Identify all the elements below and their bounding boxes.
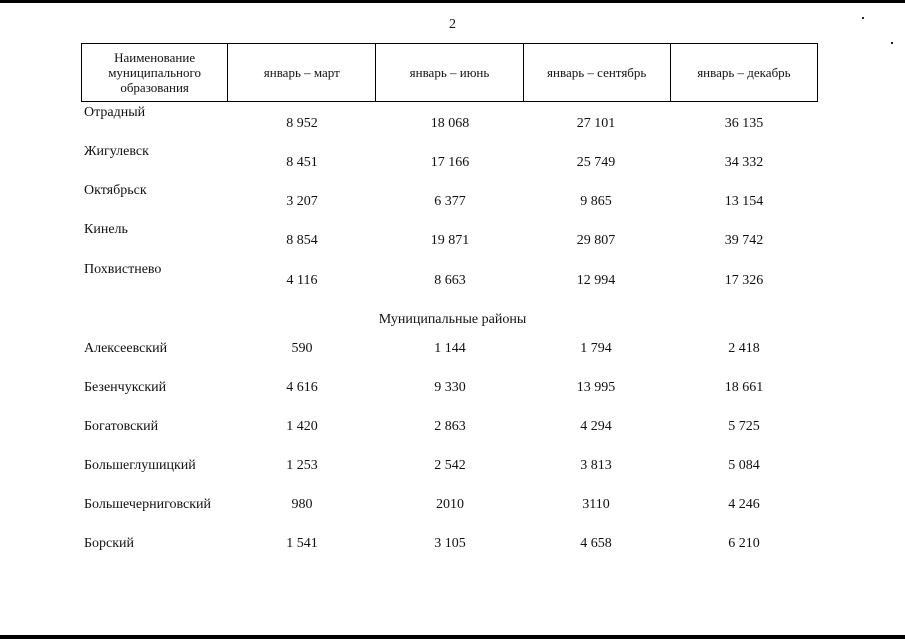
value-9m: 27 101 [576,116,616,131]
table-row [0,183,905,209]
value-q1: 8 952 [286,116,318,131]
value-9m: 3 813 [580,458,612,473]
row-name: Отрадный [84,105,146,120]
value-q1: 4 116 [286,273,318,288]
value-9m: 3110 [582,497,610,512]
table-row [0,497,905,517]
header-jan-sep: январь – сентябрь [524,44,671,101]
value-year: 18 661 [724,380,764,395]
value-9m: 13 995 [576,380,616,395]
value-year: 5 725 [728,419,760,434]
row-name: Кинель [84,222,128,237]
value-year: 6 210 [728,536,760,551]
value-year: 39 742 [724,233,764,248]
value-q1: 1 420 [286,419,318,434]
top-border [0,0,905,3]
scan-speck [891,42,893,44]
value-h1: 2 542 [434,458,466,473]
table-row [0,458,905,478]
value-year: 5 084 [728,458,760,473]
row-name: Жигулевск [84,144,149,159]
row-name: Богатовский [84,419,159,434]
row-name: Большечерниговский [84,497,212,512]
row-name: Борский [84,536,135,551]
value-q1: 8 451 [286,155,318,170]
value-9m: 1 794 [580,341,612,356]
value-9m: 9 865 [580,194,612,209]
value-h1: 2 863 [434,419,466,434]
value-h1: 2010 [436,497,464,512]
value-h1: 9 330 [434,380,466,395]
table-row [0,144,905,170]
table-row [0,380,905,400]
value-year: 4 246 [728,497,760,512]
value-q1: 3 207 [286,194,318,209]
value-h1: 8 663 [434,273,466,288]
value-q1: 4 616 [286,380,318,395]
section-title: Муниципальные районы [378,312,527,327]
header-jan-dec: январь – декабрь [697,65,791,80]
value-year: 34 332 [724,155,764,170]
value-h1: 1 144 [434,341,466,356]
value-9m: 4 294 [580,419,612,434]
row-name: Алексеевский [84,341,168,356]
value-year: 13 154 [724,194,764,209]
bottom-border [0,635,905,639]
value-h1: 18 068 [430,116,470,131]
row-name: Большеглушицкий [84,458,196,473]
header-jan-mar: январь – март [228,44,376,101]
header-jan-jun: январь – июнь [376,44,523,101]
value-year: 17 326 [724,273,764,288]
value-9m: 29 807 [576,233,616,248]
value-h1: 6 377 [434,194,466,209]
value-9m: 25 749 [576,155,616,170]
value-q1: 8 854 [286,233,318,248]
value-q1: 1 541 [286,536,318,551]
row-name: Похвистнево [84,262,162,277]
table-row [0,341,905,361]
value-q1: 590 [291,341,313,356]
value-9m: 12 994 [576,273,616,288]
value-q1: 1 253 [286,458,318,473]
value-q1: 980 [291,497,313,512]
header-municipality: Наименование муниципального образования [82,44,228,101]
row-name: Октябрьск [84,183,147,198]
value-h1: 3 105 [434,536,466,551]
table-header [81,43,818,102]
table-row [0,262,905,288]
table-row [0,105,905,131]
value-h1: 17 166 [430,155,470,170]
value-year: 2 418 [728,341,760,356]
value-year: 36 135 [724,116,764,131]
table-row [0,419,905,439]
page-number: 2 [449,17,456,32]
table-row [0,536,905,556]
row-name: Безенчукский [84,380,167,395]
table-row [0,222,905,248]
value-9m: 4 658 [580,536,612,551]
value-h1: 19 871 [430,233,470,248]
